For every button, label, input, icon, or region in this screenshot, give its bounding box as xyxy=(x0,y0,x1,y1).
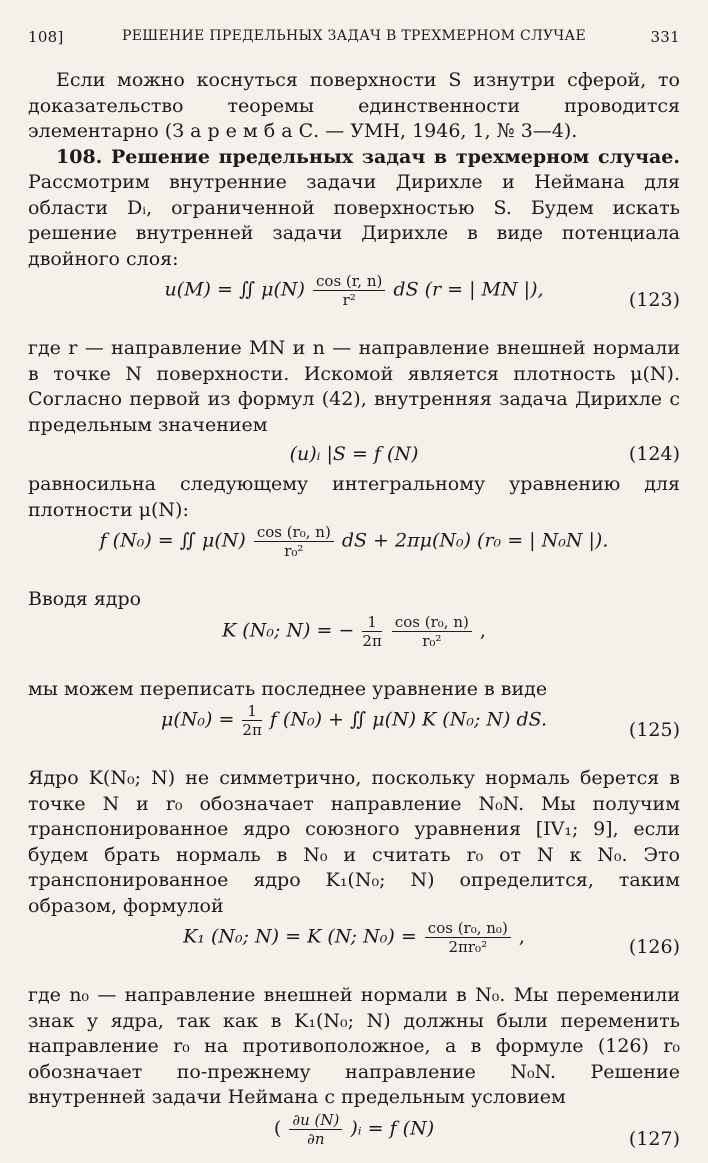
eq126-rhs: , xyxy=(518,925,525,948)
eq123-rhs: dS (r = | MN |), xyxy=(393,278,544,301)
section-paragraph-6: Ядро K(N₀; N) не симметрично, поскольку нормаль берется в точке N и r₀ обозначает направление N₀N. Мы получим транспонированное ядро союзного уравнения [IV₁; 9], если будем брать нормаль в N₀ и считать r₀ от N к N₀. Это транспонированное ядро K₁(N₀; N) определится, таким образом, формулой xyxy=(28,767,680,917)
header-section-number: 108] xyxy=(28,28,64,46)
eqB-fraction-1 xyxy=(362,613,381,650)
section-paragraph-3: равносильна следующему интегральному уравнению для плотности μ(N): xyxy=(28,473,680,521)
section-p1-text: Рассмотрим внутренние задачи Дирихле и Неймана для области Dᵢ, ограниченной поверхностью S. Будем искать решение внутренней задачи Дирихле в виде потенциала двойного слоя: xyxy=(28,171,680,270)
eq123-number: (123) xyxy=(628,289,680,311)
equation-126 xyxy=(28,919,680,983)
section-paragraph-1 xyxy=(28,145,680,273)
eq127-rhs: )ᵢ = f (N) xyxy=(350,1117,435,1139)
section-paragraph-7: где n₀ — направление внешней нормали в N₀. Мы переменили знак у ядра, так как в K₁(N₀; N) должны были переменить направление r₀ на противоположное, а в формуле (126) r₀ обозначает по-прежнему направление N₀N. Решение внутренней задачи Неймана с предельным условием xyxy=(28,984,680,1108)
eq124-body: (u)ᵢ |S = f (N) xyxy=(289,443,419,465)
eq123-lhs: u(M) = ∬ μ(N) xyxy=(164,278,305,301)
section-paragraph-2: где r — направление MN и n — направление внешней нормали в точке N поверхности. Искомой является плотность μ(N). Согласно первой из формул (42), внутренняя задача Дирихле с предельным значением xyxy=(28,337,680,436)
eqA-fraction xyxy=(254,523,334,560)
eq127-num: ∂u (N) xyxy=(289,1111,342,1130)
eq126-fraction xyxy=(425,919,511,956)
eq126-num: cos (r₀, n₀) xyxy=(425,919,511,938)
eq127-number: (127) xyxy=(628,1127,680,1150)
eq125-lhs: μ(N₀) = xyxy=(160,708,235,731)
section-paragraph-5: мы можем переписать последнее уравнение в виде xyxy=(28,677,548,700)
eqA-num: cos (r₀, n) xyxy=(254,523,334,542)
eq124-number: (124) xyxy=(628,443,680,465)
eqB-num1: 1 xyxy=(362,613,381,632)
page-number: 331 xyxy=(650,28,680,46)
eqB-lhs: K (N₀; N) = − xyxy=(222,619,355,641)
eq125-rhs: f (N₀) + ∬ μ(N) K (N₀; N) dS. xyxy=(269,708,548,731)
eq126-number: (126) xyxy=(628,936,680,958)
eq127-lhs: ( xyxy=(273,1117,282,1139)
eqA-lhs: f (N₀) = ∬ μ(N) xyxy=(99,529,246,552)
equation-125 xyxy=(28,702,680,766)
eqA-den: r₀² xyxy=(284,542,304,560)
eq125-number: (125) xyxy=(628,719,680,741)
equation-123 xyxy=(28,272,680,336)
eqA-rhs: dS + 2πμ(N₀) (r₀ = | N₀N |). xyxy=(341,529,609,552)
header-title: РЕШЕНИЕ ПРЕДЕЛЬНЫХ ЗАДАЧ В ТРЕХМЕРНОМ СЛУЧАЕ xyxy=(122,28,586,44)
intro-paragraph: Если можно коснуться поверхности S изнутри сферой, то доказательство теоремы единственности проводится элементарно (З а р е м б а С. — УМН, 1946, 1, № 3—4). xyxy=(28,69,680,142)
eq126-lhs: K₁ (N₀; N) = K (N; N₀) = xyxy=(183,925,417,948)
eqB-den2: r₀² xyxy=(422,631,442,650)
eq125-den: 2π xyxy=(242,721,262,739)
equation-127 xyxy=(28,1111,680,1163)
eq125-num: 1 xyxy=(242,702,261,721)
eqB-num2: cos (r₀, n) xyxy=(392,613,472,632)
eq125-fraction xyxy=(242,702,261,739)
eqB-rhs: , xyxy=(479,619,486,641)
running-header xyxy=(28,28,680,50)
eq127-fraction xyxy=(289,1111,342,1148)
section-title: 108. Решение предельных задач в трехмерном случае. xyxy=(56,145,680,168)
page-body xyxy=(28,68,680,1163)
eq123-num: cos (r, n) xyxy=(313,272,385,291)
eq127-den: ∂n xyxy=(307,1129,325,1148)
eq123-fraction xyxy=(313,272,385,309)
eqB-den1: 2π xyxy=(362,631,382,650)
equation-unnumbered-a xyxy=(28,523,680,587)
eq123-den: r² xyxy=(342,291,356,309)
eqB-fraction-2 xyxy=(392,613,472,650)
equation-124 xyxy=(28,438,680,472)
section-paragraph-4: Вводя ядро xyxy=(28,588,142,610)
eq126-den: 2πr₀² xyxy=(448,938,488,956)
equation-unnumbered-b xyxy=(28,613,680,677)
